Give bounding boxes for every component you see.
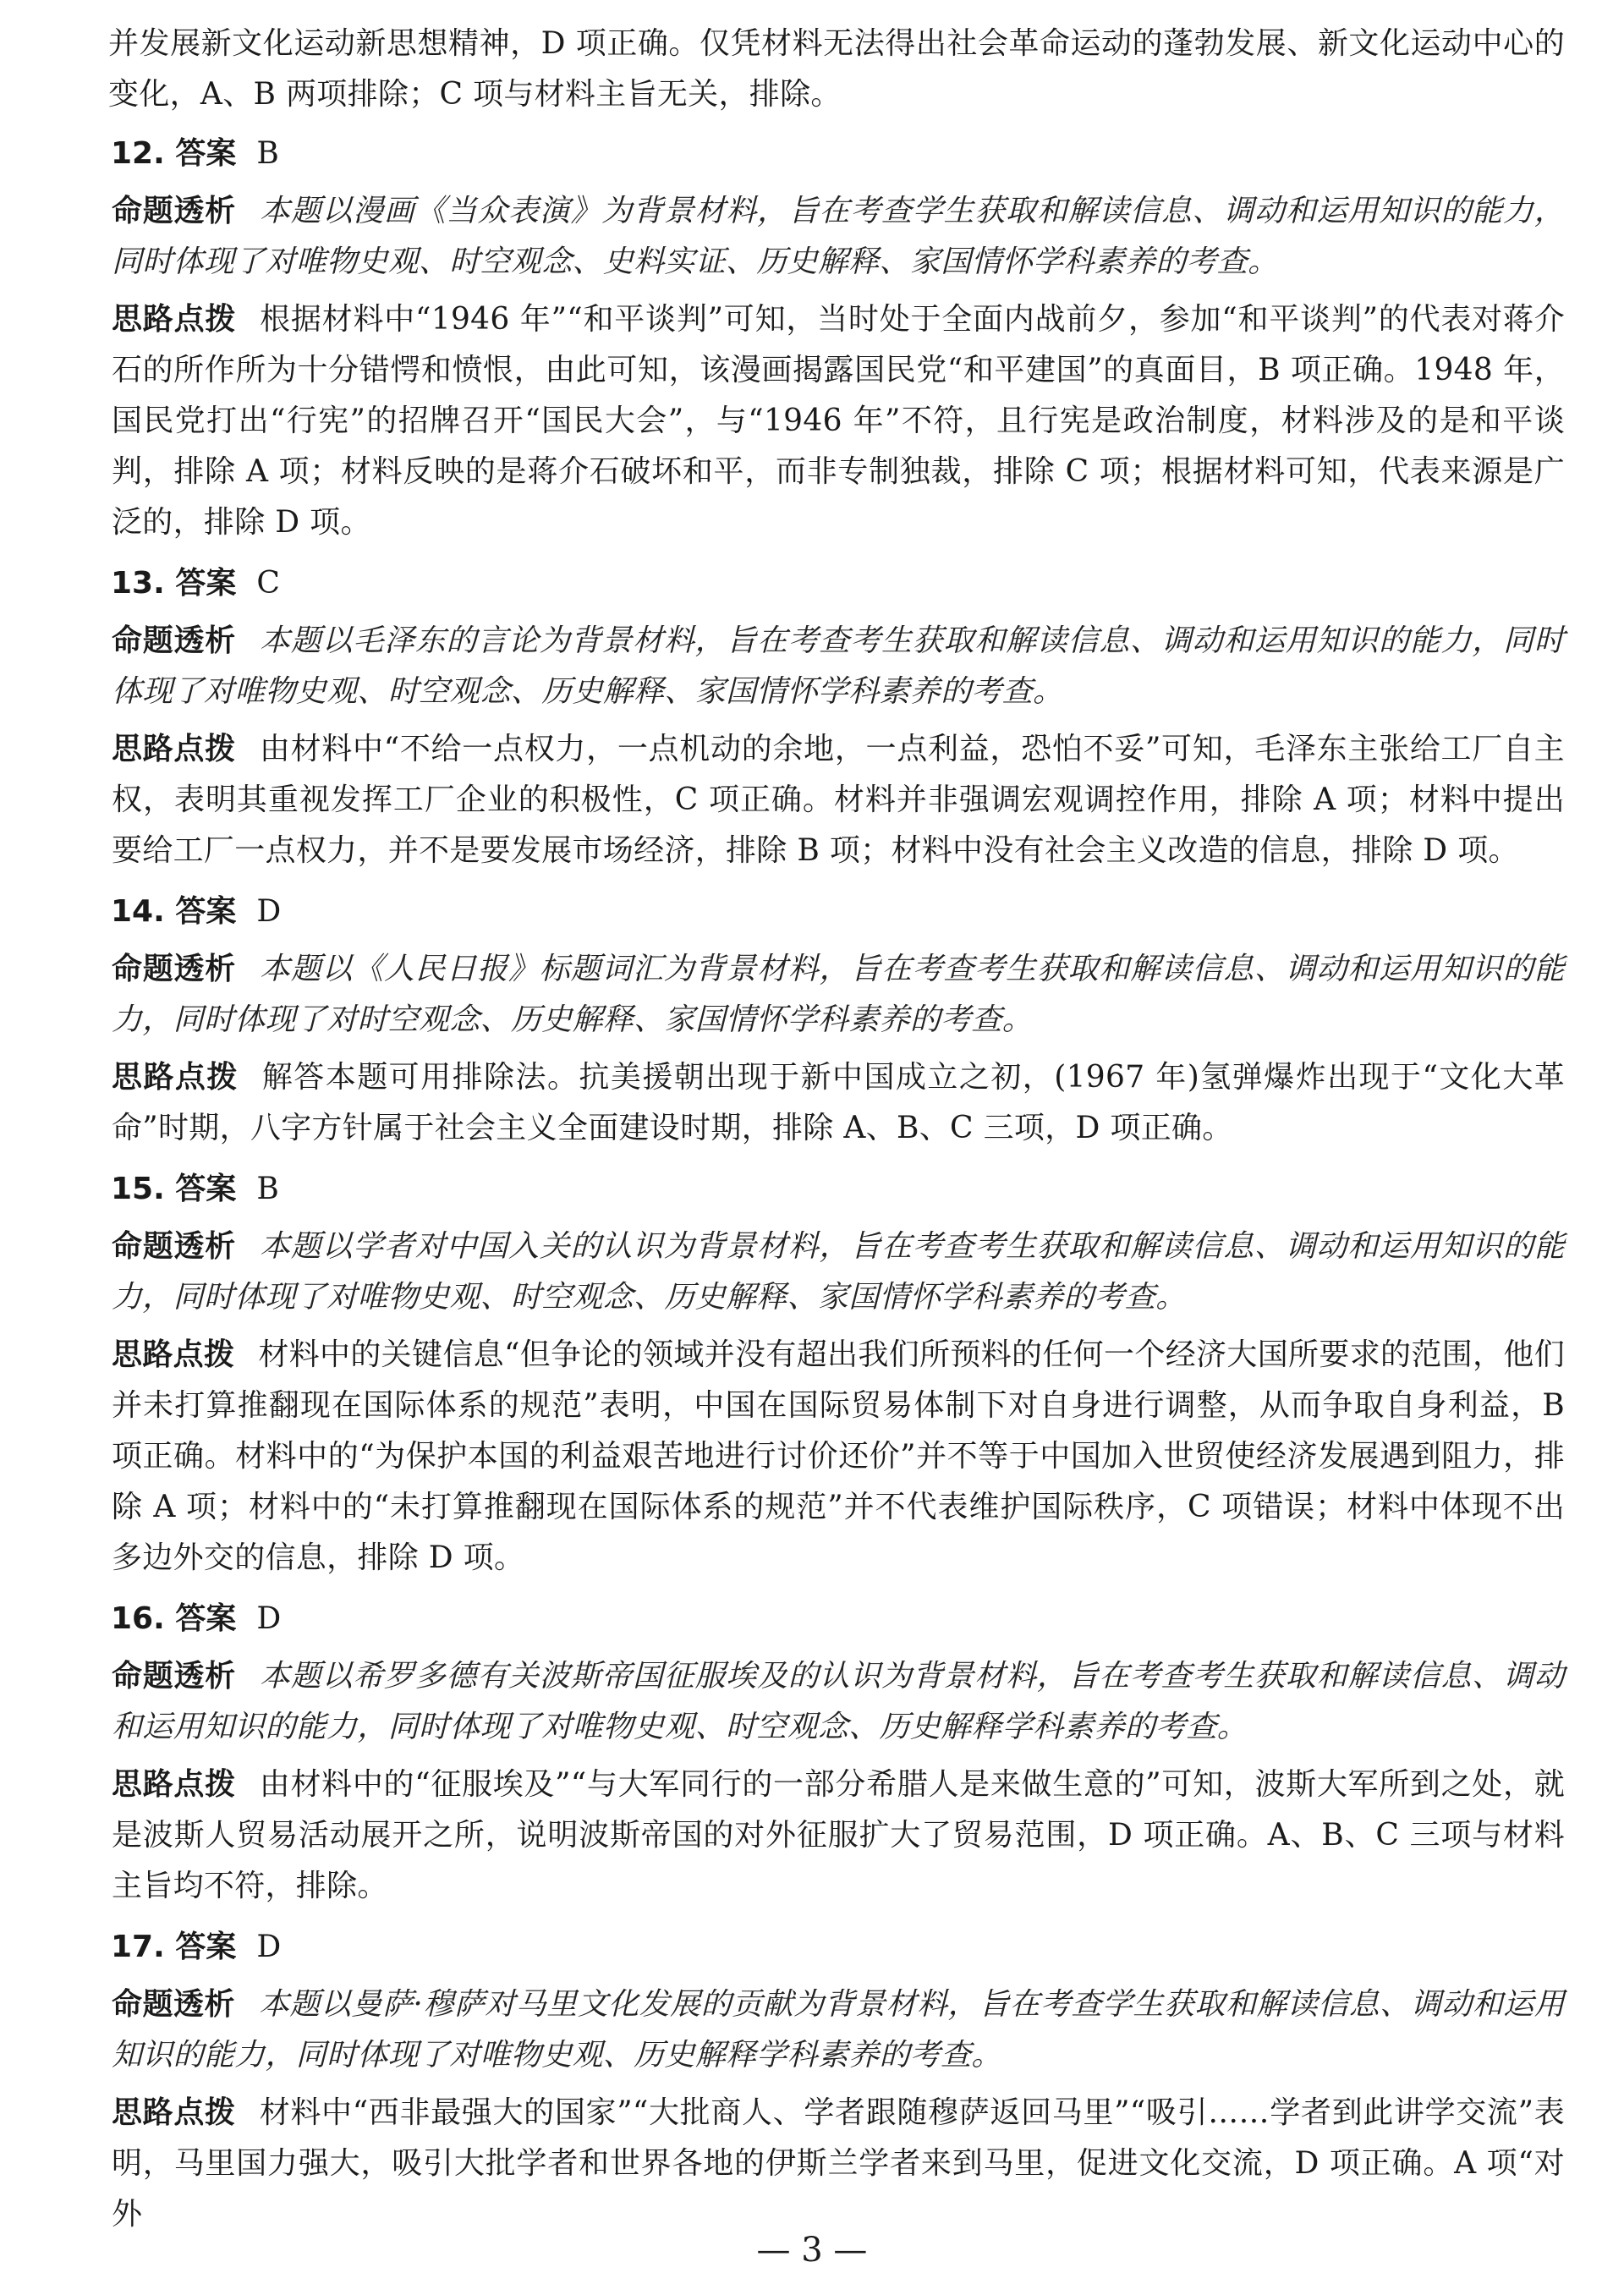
answer-label: 答案 <box>175 1172 237 1206</box>
answer-label: 答案 <box>175 1930 237 1964</box>
intent-text: 本题以希罗多德有关波斯帝国征服埃及的认识为背景材料，旨在考查考生获取和解读信息、调动和运用知识的能力，同时体现了对唯物史观、时空观念、历史解释学科素养的考查。 <box>112 1659 1565 1744</box>
question-number: 14. <box>111 894 165 929</box>
intent-paragraph <box>112 1651 1565 1753</box>
intent-paragraph <box>112 186 1565 288</box>
analysis-paragraph <box>112 294 1565 548</box>
intent-text: 本题以《人民日报》标题词汇为背景材料，旨在考查考生获取和解读信息、调动和运用知识的能力，同时体现了对时空观念、历史解释、家国情怀学科素养的考查。 <box>112 952 1565 1037</box>
question-number: 13. <box>111 566 165 601</box>
intent-paragraph <box>112 944 1565 1046</box>
question-number: 16. <box>111 1601 165 1636</box>
question-block-15 <box>108 1164 1565 1584</box>
answer-letter: D <box>256 1930 282 1964</box>
analysis-text: 由材料中的“征服埃及”“与大军同行的一部分希腊人是来做生意的”可知，波斯大军所到之处，就是波斯人贸易活动展开之所，说明波斯帝国的对外征服扩大了贸易范围，D 项正确。A、B、C 三项与材料主旨均不符，排除。 <box>112 1767 1565 1903</box>
question-block-17 <box>108 1922 1565 2240</box>
answer-label: 答案 <box>175 566 237 601</box>
continuation-text: 并发展新文化运动新思想精神，D 项正确。仅凭材料无法得出社会革命运动的蓬勃发展、新文化运动中心的变化，A、B 两项排除；C 项与材料主旨无关，排除。 <box>108 26 1565 112</box>
question-header <box>111 887 1565 937</box>
analysis-text: 根据材料中“1946 年”“和平谈判”可知，当时处于全面内战前夕，参加“和平谈判”的代表对蒋介石的所作所为十分错愕和愤恨，由此可知，该漫画揭露国民党“和平建国”的真面目，B 项正确。1948 年，国民党打出“行宪”的招牌召开“国民大会”，与“1946 年”不符，且行宪是政治制度，材料涉及的是和平谈判，排除 A 项；材料反映的是蒋介石破坏和平，而非专制独裁，排除 C 项；根据材料可知，代表来源是广泛的，排除 D 项。 <box>112 302 1566 540</box>
analysis-text: 解答本题可用排除法。抗美援朝出现于新中国成立之初，(1967 年)氢弹爆炸出现于“文化大革命”时期，八字方针属于社会主义全面建设时期，排除 A、B、C 三项，D 项正确。 <box>112 1060 1565 1145</box>
intent-paragraph <box>112 1979 1565 2081</box>
answer-letter: D <box>256 894 282 929</box>
analysis-label: 思路点拨 <box>112 732 236 766</box>
intent-label: 命题透析 <box>112 623 236 658</box>
analysis-paragraph <box>112 1760 1565 1912</box>
question-header <box>111 558 1565 609</box>
question-block-12 <box>108 129 1565 548</box>
answer-letter: B <box>256 136 279 171</box>
question-header <box>111 1594 1565 1644</box>
intent-label: 命题透析 <box>112 1987 235 2022</box>
intent-text: 本题以学者对中国入关的认识为背景材料，旨在考查考生获取和解读信息、调动和运用知识的能力，同时体现了对唯物史观、时空观念、历史解释、家国情怀学科素养的考查。 <box>112 1229 1565 1315</box>
analysis-text: 材料中的关键信息“但争论的领域并没有超出我们所预料的任何一个经济大国所要求的范围，他们并未打算推翻现在国际体系的规范”表明，中国在国际贸易体制下对自身进行调整，从而争取自身利益，B 项正确。材料中的“为保护本国的利益艰苦地进行讨价还价”并不等于中国加入世贸使经济发展遇到阻力，排除 A 项；材料中的“未打算推翻现在国际体系的规范”并不代表维护国际秩序，C 项错误；材料中体现不出多边外交的信息，排除 D 项。 <box>112 1337 1566 1575</box>
intent-paragraph <box>112 616 1565 717</box>
question-block-16 <box>108 1594 1565 1912</box>
analysis-text: 材料中“西非最强大的国家”“大批商人、学者跟随穆萨返回马里”“吸引……学者到此讲学交流”表明，马里国力强大，吸引大批学者和世界各地的伊斯兰学者来到马里，促进文化交流，D 项正确。A 项“对外 <box>112 2095 1565 2232</box>
analysis-paragraph <box>112 2088 1565 2240</box>
intent-text: 本题以漫画《当众表演》为背景材料，旨在考查学生获取和解读信息、调动和运用知识的能力，同时体现了对唯物史观、时空观念、史料实证、历史解释、家国情怀学科素养的考查。 <box>112 194 1565 279</box>
answer-label: 答案 <box>175 1601 237 1636</box>
analysis-paragraph <box>112 724 1565 876</box>
analysis-paragraph <box>112 1330 1565 1584</box>
question-header <box>111 1922 1565 1973</box>
intent-label: 命题透析 <box>112 1659 236 1694</box>
intent-label: 命题透析 <box>112 952 236 986</box>
analysis-text: 由材料中“不给一点权力，一点机动的余地，一点利益，恐怕不妥”可知，毛泽东主张给工厂自主权，表明其重视发挥工厂企业的积极性，C 项正确。材料并非强调宏观调控作用，排除 A 项；材料中提出要给工厂一点权力，并不是要发展市场经济，排除 B 项；材料中没有社会主义改造的信息，排除 D 项。 <box>112 732 1565 868</box>
intent-text: 本题以曼萨·穆萨对马里文化发展的贡献为背景材料，旨在考查学生获取和解读信息、调动和运用知识的能力，同时体现了对唯物史观、历史解释学科素养的考查。 <box>112 1987 1565 2073</box>
answer-letter: C <box>256 566 280 601</box>
analysis-label: 思路点拨 <box>112 302 237 337</box>
answer-letter: D <box>256 1601 282 1636</box>
page-number: — 3 — <box>756 2231 868 2270</box>
analysis-label: 思路点拨 <box>112 2095 236 2130</box>
analysis-label: 思路点拨 <box>112 1337 235 1372</box>
question-number: 12. <box>111 136 165 171</box>
analysis-label: 思路点拨 <box>112 1060 239 1095</box>
intent-paragraph <box>112 1222 1565 1323</box>
analysis-label: 思路点拨 <box>112 1767 236 1802</box>
question-number: 15. <box>111 1172 165 1206</box>
question-block-13 <box>108 558 1565 876</box>
question-header <box>111 129 1565 179</box>
question-number: 17. <box>111 1930 165 1964</box>
analysis-paragraph <box>112 1052 1565 1154</box>
answer-letter: B <box>256 1172 279 1206</box>
question-header <box>111 1164 1565 1215</box>
intent-text: 本题以毛泽东的言论为背景材料，旨在考查考生获取和解读信息、调动和运用知识的能力，同时体现了对唯物史观、时空观念、历史解释、家国情怀学科素养的考查。 <box>112 623 1565 709</box>
question-block-14 <box>108 887 1565 1154</box>
intent-label: 命题透析 <box>112 1229 236 1264</box>
answer-label: 答案 <box>175 894 237 929</box>
intent-label: 命题透析 <box>112 194 236 228</box>
answer-label: 答案 <box>175 136 237 171</box>
